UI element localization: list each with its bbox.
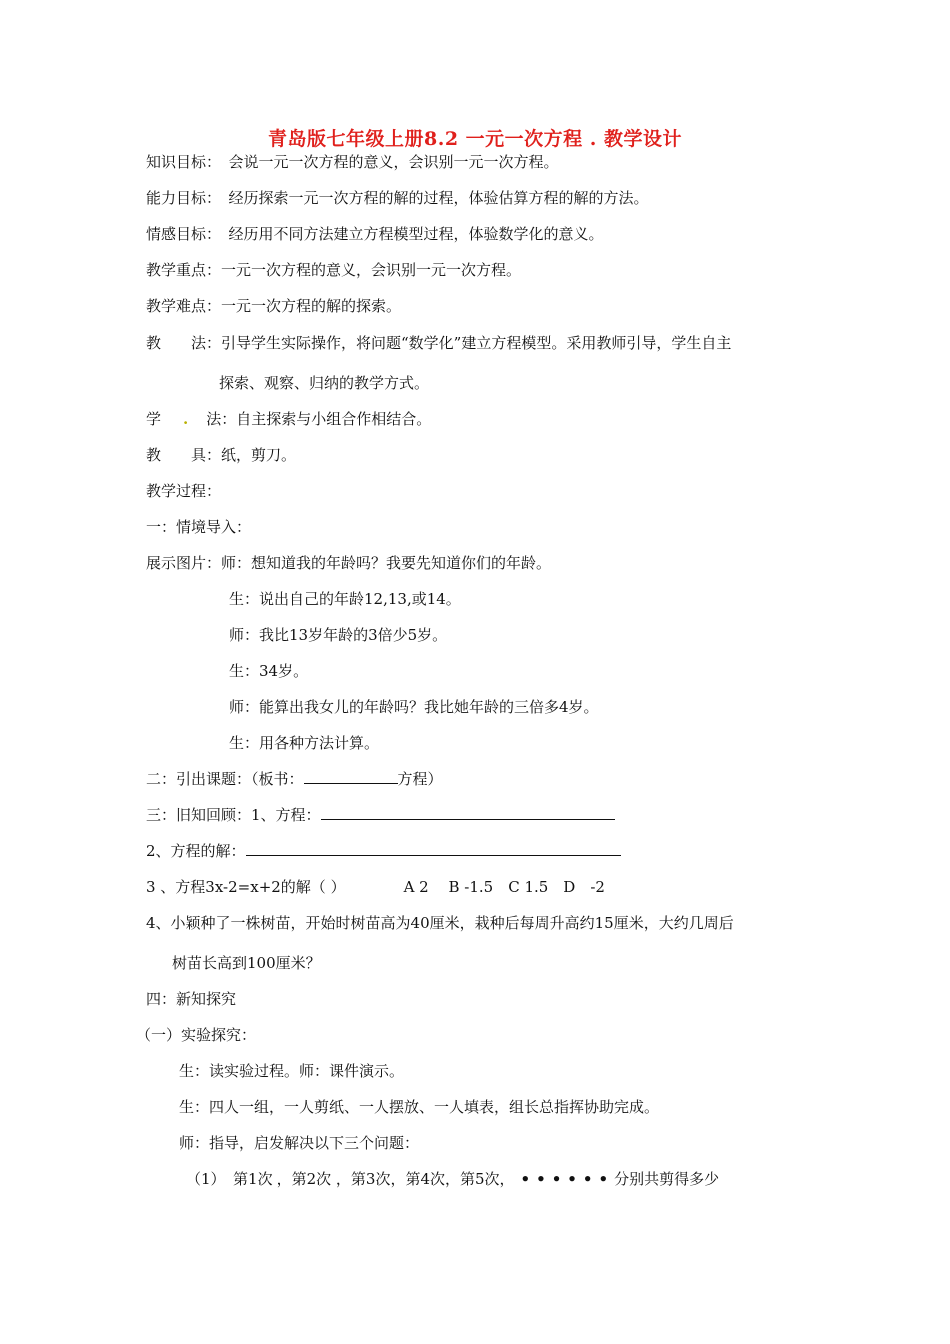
line-experiment: （一）实验探究： [136,1026,257,1044]
line-emotion-goal: 情感目标： 经历用不同方法建立方程模型过程，体验数学化的意义。 [146,225,604,243]
line-teacher-1: 师：我比13岁年龄的3倍少5岁。 [229,626,448,644]
problem-1-mid: ，第2次 ，第3次，第4次，第5次， [276,1170,515,1188]
line-tools: 教 具：纸，剪刀。 [146,446,297,464]
problem-1-end: 分别共剪得多少 [614,1170,720,1188]
equation-blank [321,805,615,820]
line-student-1: 生：说出自己的年龄12,13,或14。 [229,590,461,608]
question-3-options: A 2 B -1.5 C 1.5 D -2 [403,878,605,896]
review-equation-label: 三：旧知回顾：1、方程： [146,806,321,824]
line-process-heading: 教学过程： [146,482,222,500]
ellipsis-dots: •••••• [520,1170,615,1188]
line-solution [146,841,621,861]
problem-1-start: （1） 第1次 [186,1170,273,1188]
question-3-text: 3 、方程3x-2=x+2的解（ ） [146,878,346,896]
line-learning-method [146,409,431,429]
line-teacher-2: 师：能算出我女儿的年龄吗？我比她年龄的三倍多4岁。 [229,698,599,716]
solution-blank [246,841,621,856]
line-section-1: 一：情境导入： [146,518,252,536]
line-show-picture: 展示图片：师：想知道我的年龄吗？我要先知道你们的年龄。 [146,554,552,572]
section-2-label: 二：引出课题：（板书： [146,770,304,788]
line-ability-goal: 能力目标： 经历探索一元一次方程的解的过程，体验估算方程的解的方法。 [146,189,649,207]
mark-dot: . [183,410,189,428]
line-key-point: 教学重点：一元一次方程的意义，会识别一元一次方程。 [146,261,522,279]
line-knowledge-goal: 知识目标： 会说一元一次方程的意义，会识别一元一次方程。 [146,153,559,171]
line-section-4: 四：新知探究 [146,990,237,1008]
line-question-4-cont: 树苗长高到100厘米？ [172,954,321,972]
line-teacher-guide: 师：指导，启发解决以下三个问题： [179,1134,420,1152]
line-section-3 [146,805,615,825]
line-problem-1 [186,1169,719,1189]
learning-text: 法：自主探索与小组合作相结合。 [206,410,432,428]
line-difficulty: 教学难点：一元一次方程的解的探索。 [146,297,402,315]
line-student-3: 生：用各种方法计算。 [229,734,380,752]
line-student-read: 生：读实验过程。师：课件演示。 [179,1062,405,1080]
document-title: 青岛版七年级上册8.2 一元一次方程 . 教学设计 [267,128,682,150]
line-teaching-method: 教 法：引导学生实际操作，将问题“数学化”建立方程模型。采用教师引导，学生自主 [146,334,732,352]
section-2-end: 方程） [397,770,443,788]
line-question-4: 4、小颖种了一株树苗，开始时树苗高为40厘米，栽种后每周升高约15厘米，大约几周后 [146,914,734,932]
line-section-2 [146,769,443,789]
line-group-work: 生：四人一组，一人剪纸、一人摆放、一人填表，组长总指挥协助完成。 [179,1098,660,1116]
line-teaching-method-cont: 探索、观察、归纳的教学方式。 [219,374,430,392]
solution-label: 2、方程的解： [146,842,246,860]
line-question-3 [146,877,605,897]
title-blank [304,769,398,784]
line-student-2: 生：34岁。 [229,662,309,680]
learning-label: 学 [146,410,162,428]
